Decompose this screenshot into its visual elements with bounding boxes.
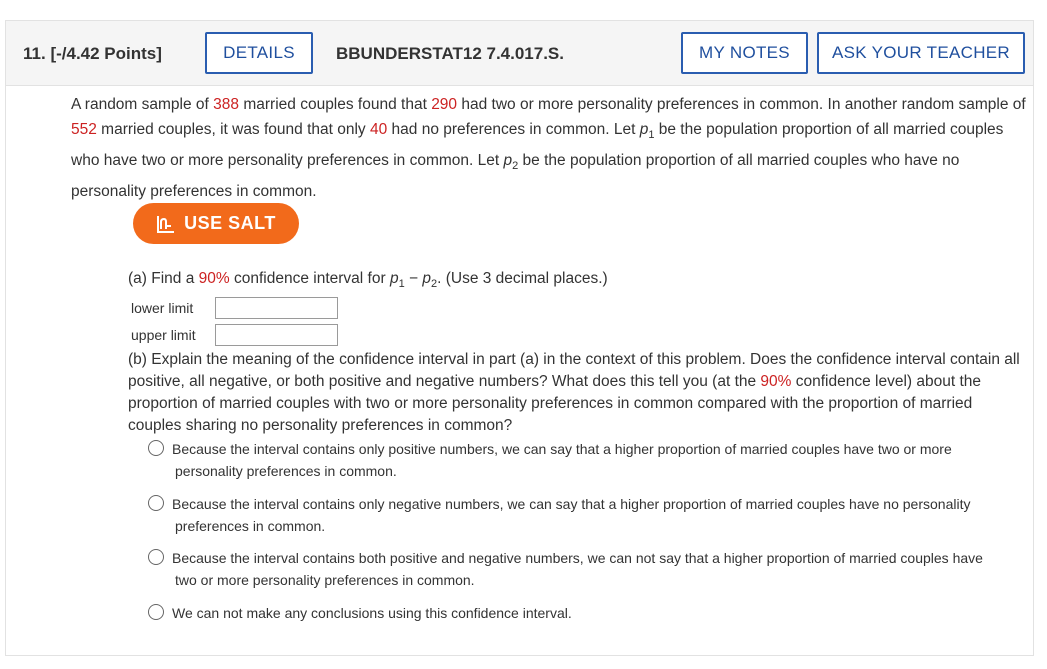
ask-teacher-button[interactable]: ASK YOUR TEACHER: [817, 32, 1025, 74]
p1-variable: p: [639, 121, 649, 138]
answer-option-2[interactable]: [148, 493, 1018, 537]
part-b-text: confidence level) about the proportion of married couples with two or more personality preferences in common compared with the proportion of married couples sharing no personality preferences in common?: [128, 373, 982, 434]
part-b-text: (b) Explain the meaning of the confidence interval in part (a) in the context of this problem. Does the confidence interval contain all positive, all negative, or both positive and negative numbers? What does this tell you (at the: [128, 351, 1020, 390]
count-1: 290: [431, 96, 458, 113]
problem-text: A random sample of: [71, 96, 214, 113]
option-text: two or more personality preferences in common.: [175, 572, 475, 588]
p2-subscript: 2: [430, 278, 438, 291]
upper-limit-input[interactable]: [215, 324, 338, 346]
problem-text: married couples found that: [239, 96, 432, 113]
answer-option-4[interactable]: [148, 602, 1018, 624]
lower-limit-label: lower limit: [131, 300, 194, 316]
sample-size-1: 388: [213, 96, 240, 113]
use-salt-label: USE SALT: [184, 213, 276, 233]
question-number: 11.: [23, 44, 46, 63]
p1-subscript: 1: [648, 129, 655, 142]
radio-button[interactable]: [148, 495, 164, 511]
use-salt-button[interactable]: [133, 203, 299, 244]
minus-sign: −: [404, 270, 423, 287]
option-text: preferences in common.: [175, 518, 326, 534]
problem-text: married couples, it was found that only: [96, 121, 370, 138]
salt-chart-icon: [156, 214, 176, 234]
answer-option-3[interactable]: [148, 547, 1018, 591]
part-b-prompt: [128, 349, 1023, 437]
confidence-level: 90%: [760, 373, 792, 390]
radio-button[interactable]: [148, 440, 164, 456]
option-text: We can not make any conclusions using this confidence interval.: [172, 605, 572, 621]
confidence-level: 90%: [198, 270, 230, 287]
answer-option-1[interactable]: [148, 438, 1018, 482]
problem-text: be the population proportion of all married couples who have no personality preferences in common.: [71, 152, 960, 201]
p2-variable: p: [422, 270, 431, 287]
sample-size-2: 552: [71, 121, 97, 138]
problem-text: be the population proportion of all married couples who have two or more personality preferences in common. Let: [71, 121, 1004, 170]
option-text: Because the interval contains only negative numbers, we can say that a higher proportion of married couples have no personality: [172, 496, 971, 512]
count-2: 40: [370, 121, 388, 138]
problem-statement: [71, 92, 1026, 204]
question-points: [-/4.42 Points]: [50, 44, 162, 63]
p1-variable: p: [389, 270, 399, 287]
lower-limit-input[interactable]: [215, 297, 338, 319]
upper-limit-label: upper limit: [131, 327, 196, 343]
part-a-text: . (Use 3 decimal places.): [437, 270, 608, 287]
details-button[interactable]: DETAILS: [205, 32, 313, 74]
problem-text: had no preferences in common. Let: [387, 121, 640, 138]
p1-subscript: 1: [398, 278, 405, 291]
p2-subscript: 2: [512, 160, 519, 173]
problem-code: BBUNDERSTAT12 7.4.017.S.: [336, 44, 564, 63]
option-text: personality preferences in common.: [175, 463, 397, 479]
problem-text: had two or more personality preferences in common. In another random sample of: [457, 96, 1026, 113]
my-notes-button[interactable]: MY NOTES: [681, 32, 808, 74]
option-text: Because the interval contains only positive numbers, we can say that a higher proportion of married couples have two or more: [172, 441, 952, 457]
option-text: Because the interval contains both positive and negative numbers, we can not say that a higher proportion of married couples have: [172, 550, 983, 566]
radio-button[interactable]: [148, 549, 164, 565]
part-a-text: confidence interval for: [229, 270, 390, 287]
p2-variable: p: [503, 152, 513, 170]
radio-button[interactable]: [148, 604, 164, 620]
part-a-text: (a) Find a: [128, 270, 199, 287]
part-a-prompt: [128, 270, 608, 290]
